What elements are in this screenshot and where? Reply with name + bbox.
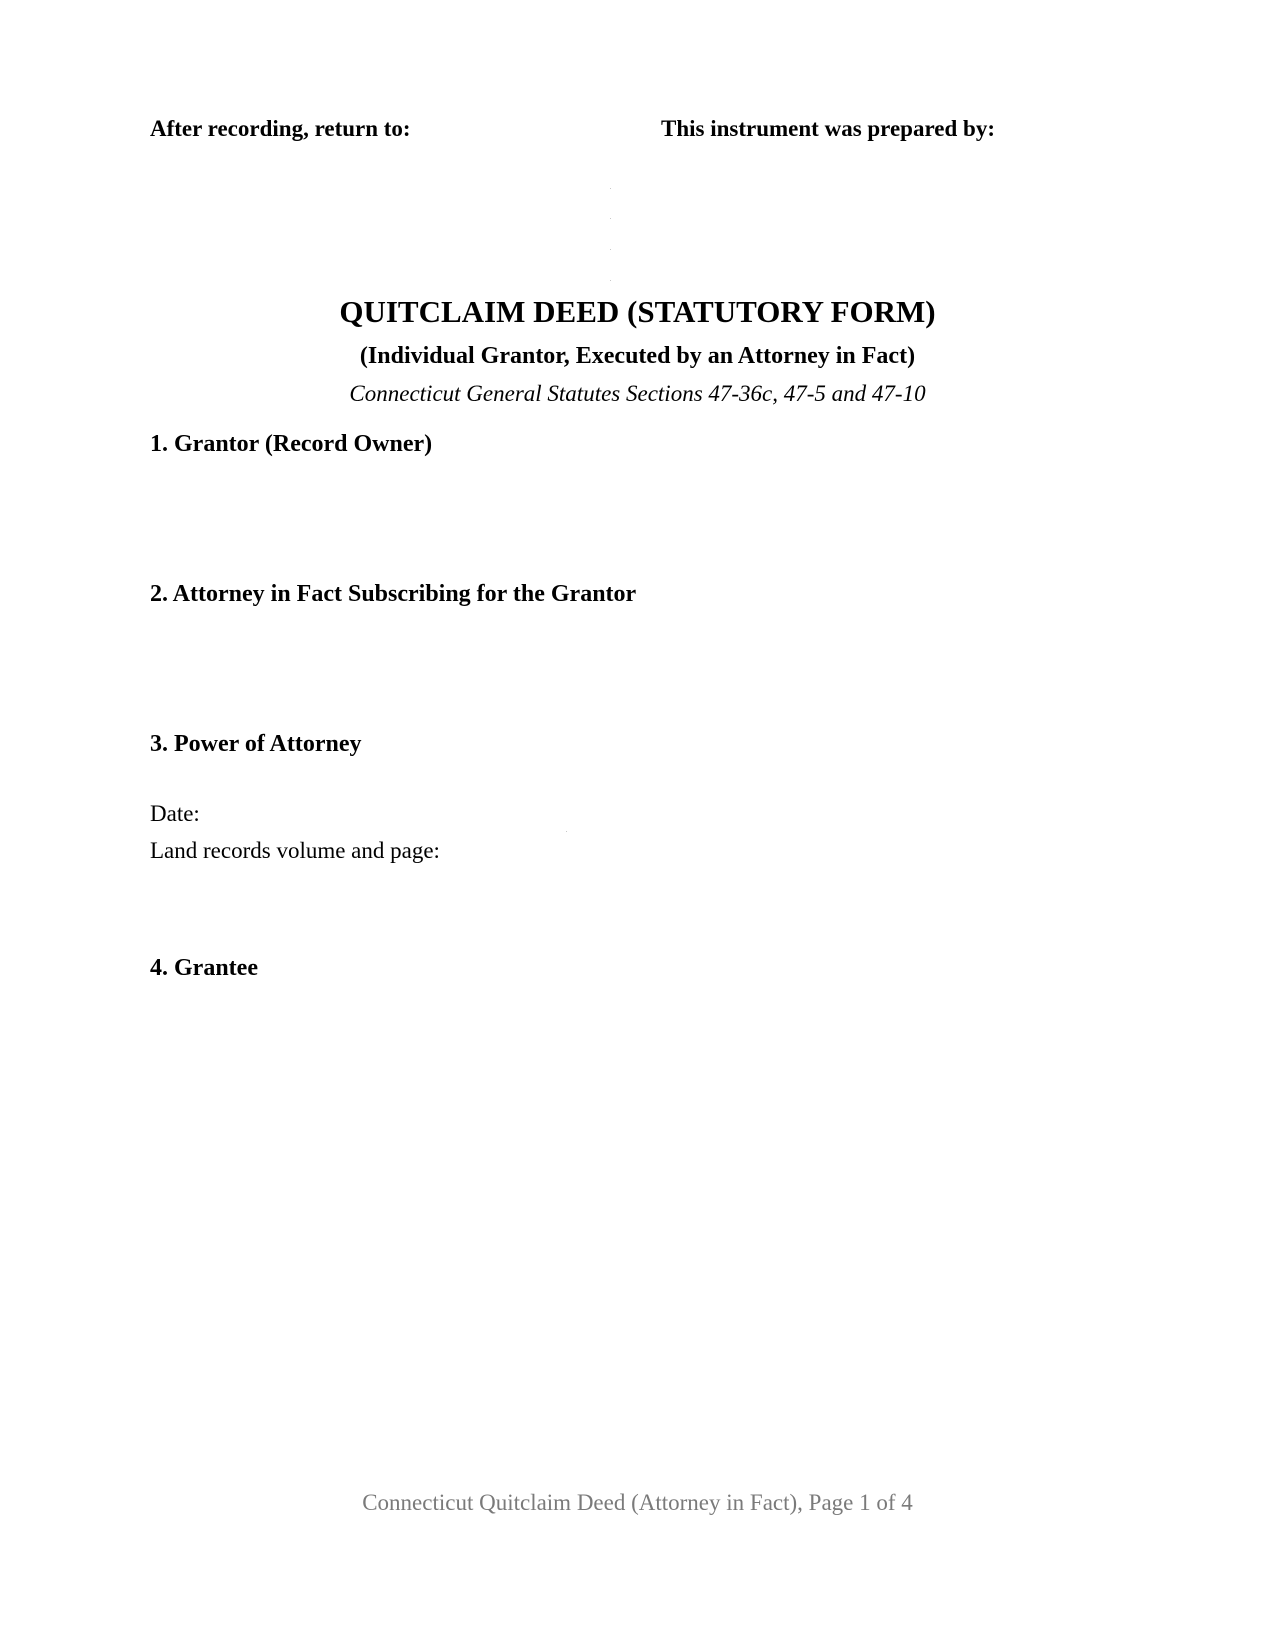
section-attorney-in-fact-heading: 2. Attorney in Fact Subscribing for the Grantor (150, 581, 637, 607)
document-subtitle: (Individual Grantor, Executed by an Attorney in Fact) (359, 343, 916, 369)
poa-date-label: Date: (150, 801, 200, 826)
statute-reference: Connecticut General Statutes Sections 47-36c, 47-5 and 47-10 (349, 381, 926, 406)
section-power-of-attorney-heading: 3. Power of Attorney (150, 731, 362, 757)
section-grantor-heading: 1. Grantor (Record Owner) (150, 431, 433, 457)
return-to-label: After recording, return to: (150, 116, 411, 141)
blank-field-marker (566, 831, 567, 832)
blank-field-marker (610, 249, 611, 250)
page-footer: Connecticut Quitclaim Deed (Attorney in Fact), Page 1 of 4 (362, 1490, 913, 1515)
land-records-label: Land records volume and page: (150, 838, 440, 863)
document-title: QUITCLAIM DEED (STATUTORY FORM) (339, 294, 936, 329)
blank-field-marker (610, 218, 611, 219)
blank-field-marker (610, 280, 611, 281)
blank-field-marker (610, 188, 611, 189)
section-grantee-heading: 4. Grantee (150, 955, 258, 981)
prepared-by-label: This instrument was prepared by: (661, 116, 995, 141)
